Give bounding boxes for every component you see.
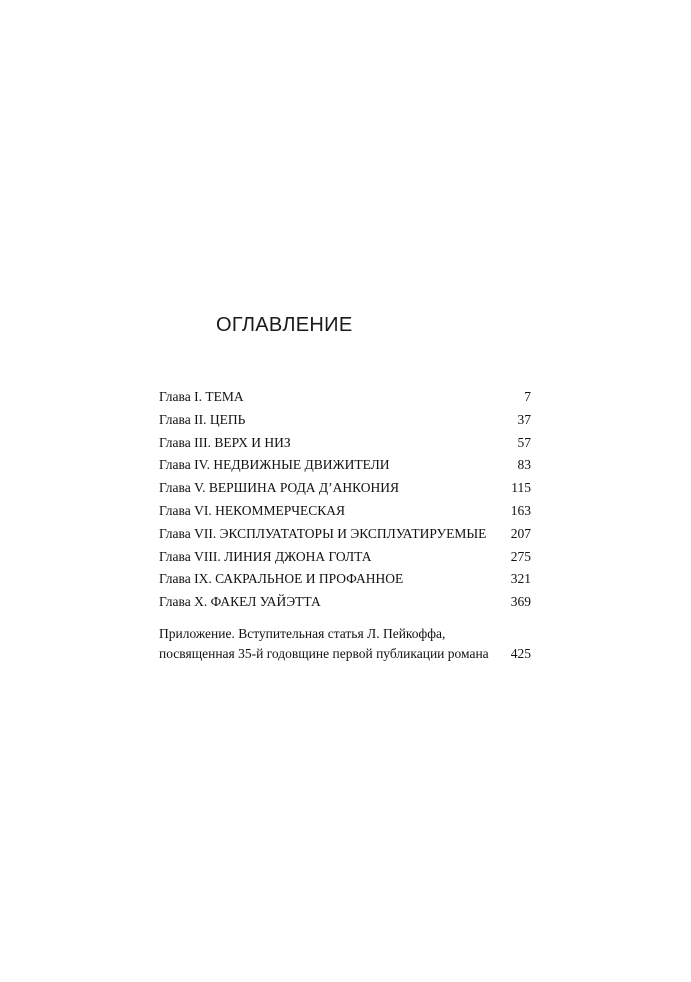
toc-entry-page: 83	[517, 457, 531, 473]
toc-entry-page: 321	[510, 571, 531, 587]
toc-entry-page: 115	[511, 480, 531, 496]
toc-entry-chapter-4[interactable]	[159, 454, 531, 477]
toc-appendix-line-1: Приложение. Вступительная статья Л. Пейкоффа,	[159, 625, 446, 641]
toc-entry-page: 207	[510, 525, 531, 541]
toc-entry-label: Глава IX. САКРАЛЬНОЕ И ПРОФАННОЕ	[159, 571, 404, 587]
toc-entry-label: Глава I. ТЕМА	[159, 389, 244, 404]
toc-entry-page: 7	[524, 389, 531, 404]
toc-entry-chapter-10[interactable]	[159, 591, 531, 614]
toc-entry-label: Глава X. ФАКЕЛ УАЙЭТТА	[159, 594, 321, 610]
toc-entry-chapter-2[interactable]	[159, 409, 531, 432]
table-of-contents	[159, 386, 531, 664]
toc-entry-page: 57	[517, 434, 531, 450]
toc-appendix-line-2: посвященная 35-й годовщине первой публикации романа	[159, 645, 489, 661]
toc-entry-page: 369	[510, 594, 531, 610]
toc-entry-chapter-6[interactable]	[159, 500, 531, 523]
toc-entry-chapter-1[interactable]	[159, 386, 531, 409]
toc-entry-chapter-7[interactable]	[159, 523, 531, 546]
toc-entry-appendix[interactable]	[159, 624, 531, 664]
toc-entry-label: Глава V. ВЕРШИНА РОДА Д’АНКОНИЯ	[159, 480, 400, 496]
toc-entry-chapter-5[interactable]	[159, 477, 531, 500]
toc-entry-label: Глава VII. ЭКСПЛУАТАТОРЫ И ЭКСПЛУАТИРУЕМЫЕ	[159, 525, 487, 541]
toc-entry-chapter-9[interactable]	[159, 568, 531, 591]
toc-entry-label: Глава III. ВЕРХ И НИЗ	[159, 434, 291, 450]
toc-entry-page: 163	[510, 502, 531, 518]
toc-entry-chapter-8[interactable]	[159, 546, 531, 569]
toc-entry-label: Глава VI. НЕКОММЕРЧЕСКАЯ	[159, 502, 346, 518]
page-title: ОГЛАВЛЕНИЕ	[216, 314, 353, 336]
toc-entry-page: 275	[510, 548, 531, 564]
toc-entry-page: 37	[517, 411, 531, 427]
toc-entry-label: Глава IV. НЕДВИЖНЫЕ ДВИЖИТЕЛИ	[159, 457, 390, 473]
toc-entry-label: Глава II. ЦЕПЬ	[159, 411, 246, 427]
toc-entry-page: 425	[510, 645, 531, 661]
toc-entry-chapter-3[interactable]	[159, 432, 531, 455]
toc-entry-label: Глава VIII. ЛИНИЯ ДЖОНА ГОЛТА	[159, 548, 372, 564]
toc-appendix-label	[159, 624, 489, 664]
